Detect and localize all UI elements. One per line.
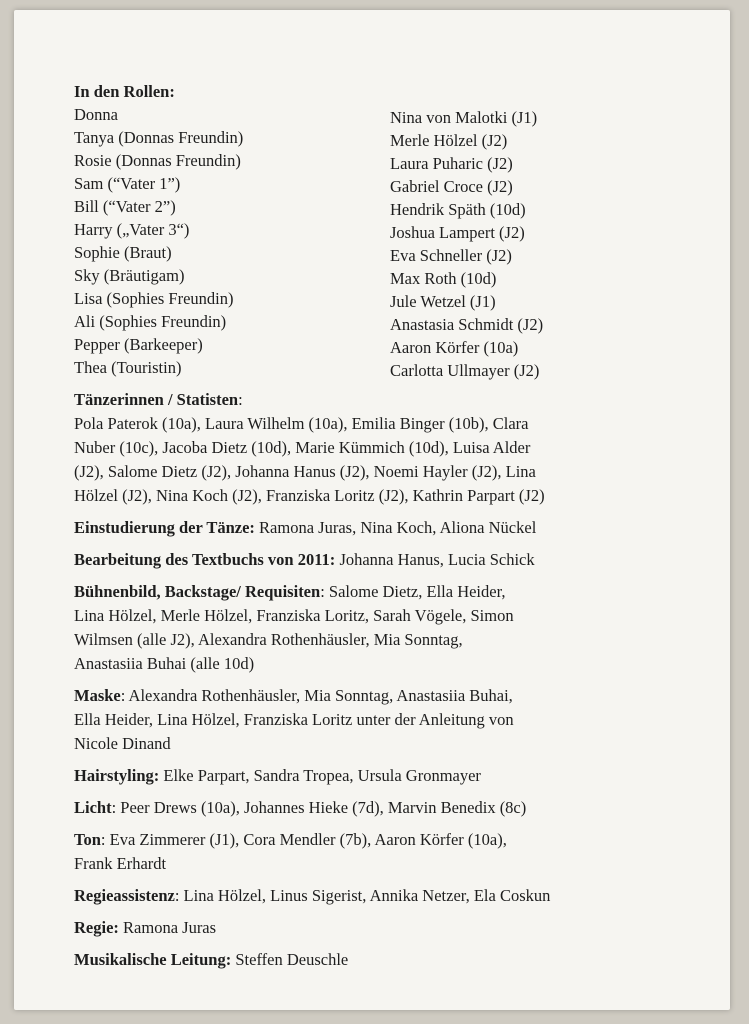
dance-choreography-credit — [74, 516, 694, 540]
roles-heading: In den Rollen: — [74, 82, 175, 101]
stage-design-credit — [74, 580, 694, 676]
musical-direction-credit — [74, 948, 694, 972]
lighting-credit — [74, 796, 694, 820]
credit-label: Musikalische Leitung: — [74, 950, 232, 969]
credit-text: Ramona Juras — [118, 918, 217, 937]
character-name: Rosie (Donnas Freundin) — [74, 151, 241, 170]
credit-text: : Lina Hölzel, Linus Sigerist, Annika Netzer, Ela Coskun — [174, 886, 551, 905]
actor-name: Carlotta Ullmayer (J2) — [390, 361, 540, 380]
credit-text: Anastasiia Buhai (alle 10d) — [74, 654, 255, 673]
character-name: Bill (“Vater 2”) — [74, 197, 176, 216]
dancers-section — [74, 388, 694, 508]
credit-label: Bühnenbild, Backstage/ Requisiten — [74, 582, 321, 601]
character-name: Thea (Touristin) — [74, 358, 182, 377]
actor-name: Merle Hölzel (J2) — [390, 131, 508, 150]
character-name: Harry („Vater 3“) — [74, 220, 190, 239]
actor-name: Nina von Malotki (J1) — [390, 108, 538, 127]
character-name: Donna — [74, 105, 118, 124]
credit-label: Regieassistenz — [74, 886, 175, 905]
credits-document — [74, 80, 694, 972]
credit-text: Elke Parpart, Sandra Tropea, Ursula Gronmayer — [159, 766, 481, 785]
credit-text: Steffen Deuschle — [231, 950, 349, 969]
actor-name: Eva Schneller (J2) — [390, 246, 512, 265]
actor-name: Hendrik Späth (10d) — [390, 200, 526, 219]
credit-label: Licht — [74, 798, 112, 817]
credit-label: Bearbeitung des Textbuchs von 2011: — [74, 550, 336, 569]
credit-text: Wilmsen (alle J2), Alexandra Rothenhäusler, Mia Sonntag, — [74, 630, 463, 649]
credit-text: : Alexandra Rothenhäusler, Mia Sonntag, Anastasiia Buhai, — [120, 686, 513, 705]
credit-text: Ella Heider, Lina Hölzel, Franziska Loritz unter der Anleitung von — [74, 710, 514, 729]
actor-name: Max Roth (10d) — [390, 269, 497, 288]
assistant-director-credit — [74, 884, 694, 908]
actor-name: Aaron Körfer (10a) — [390, 338, 519, 357]
credit-label: Regie: — [74, 918, 119, 937]
credit-text: : Eva Zimmerer (J1), Cora Mendler (7b), Aaron Körfer (10a), — [100, 830, 507, 849]
sound-credit — [74, 828, 694, 876]
credit-text: : Peer Drews (10a), Johannes Hieke (7d), Marvin Benedix (8c) — [111, 798, 527, 817]
hairstyling-credit — [74, 764, 694, 788]
dancers-line: (J2), Salome Dietz (J2), Johanna Hanus (J2), Noemi Hayler (J2), Lina — [74, 462, 536, 481]
director-credit — [74, 916, 694, 940]
character-name: Pepper (Barkeeper) — [74, 335, 203, 354]
actors-column — [390, 80, 543, 382]
credit-label: Ton — [74, 830, 101, 849]
character-name: Lisa (Sophies Freundin) — [74, 289, 234, 308]
actor-name: Gabriel Croce (J2) — [390, 177, 513, 196]
character-name: Sophie (Braut) — [74, 243, 172, 262]
credit-text: : Salome Dietz, Ella Heider, — [320, 582, 506, 601]
credit-text: Nicole Dinand — [74, 734, 171, 753]
credit-text: Ramona Juras, Nina Koch, Aliona Nückel — [254, 518, 537, 537]
credit-text: Johanna Hanus, Lucia Schick — [335, 550, 535, 569]
dancers-line: Hölzel (J2), Nina Koch (J2), Franziska Loritz (J2), Kathrin Parpart (J2) — [74, 486, 545, 505]
script-adaptation-credit — [74, 548, 694, 572]
character-name: Sky (Bräutigam) — [74, 266, 185, 285]
actor-name: Jule Wetzel (J1) — [390, 292, 496, 311]
character-name: Ali (Sophies Freundin) — [74, 312, 227, 331]
character-name: Sam (“Vater 1”) — [74, 174, 181, 193]
dancers-line: Nuber (10c), Jacoba Dietz (10d), Marie Kümmich (10d), Luisa Alder — [74, 438, 531, 457]
dancers-label: Tänzerinnen / Statisten — [74, 390, 239, 409]
paper-sheet — [14, 10, 730, 1010]
characters-column — [74, 80, 390, 382]
dancers-line: Pola Paterok (10a), Laura Wilhelm (10a), Emilia Binger (10b), Clara — [74, 414, 529, 433]
actor-name: Laura Puharic (J2) — [390, 154, 513, 173]
dancers-colon: : — [238, 390, 243, 409]
credit-label: Hairstyling: — [74, 766, 160, 785]
credit-text: Lina Hölzel, Merle Hölzel, Franziska Loritz, Sarah Vögele, Simon — [74, 606, 514, 625]
actor-name: Joshua Lampert (J2) — [390, 223, 525, 242]
credit-label: Maske — [74, 686, 121, 705]
character-name: Tanya (Donnas Freundin) — [74, 128, 244, 147]
actor-name: Anastasia Schmidt (J2) — [390, 315, 544, 334]
roles-section — [74, 80, 694, 382]
credit-label: Einstudierung der Tänze: — [74, 518, 255, 537]
credit-text: Frank Erhardt — [74, 854, 167, 873]
makeup-credit — [74, 684, 694, 756]
